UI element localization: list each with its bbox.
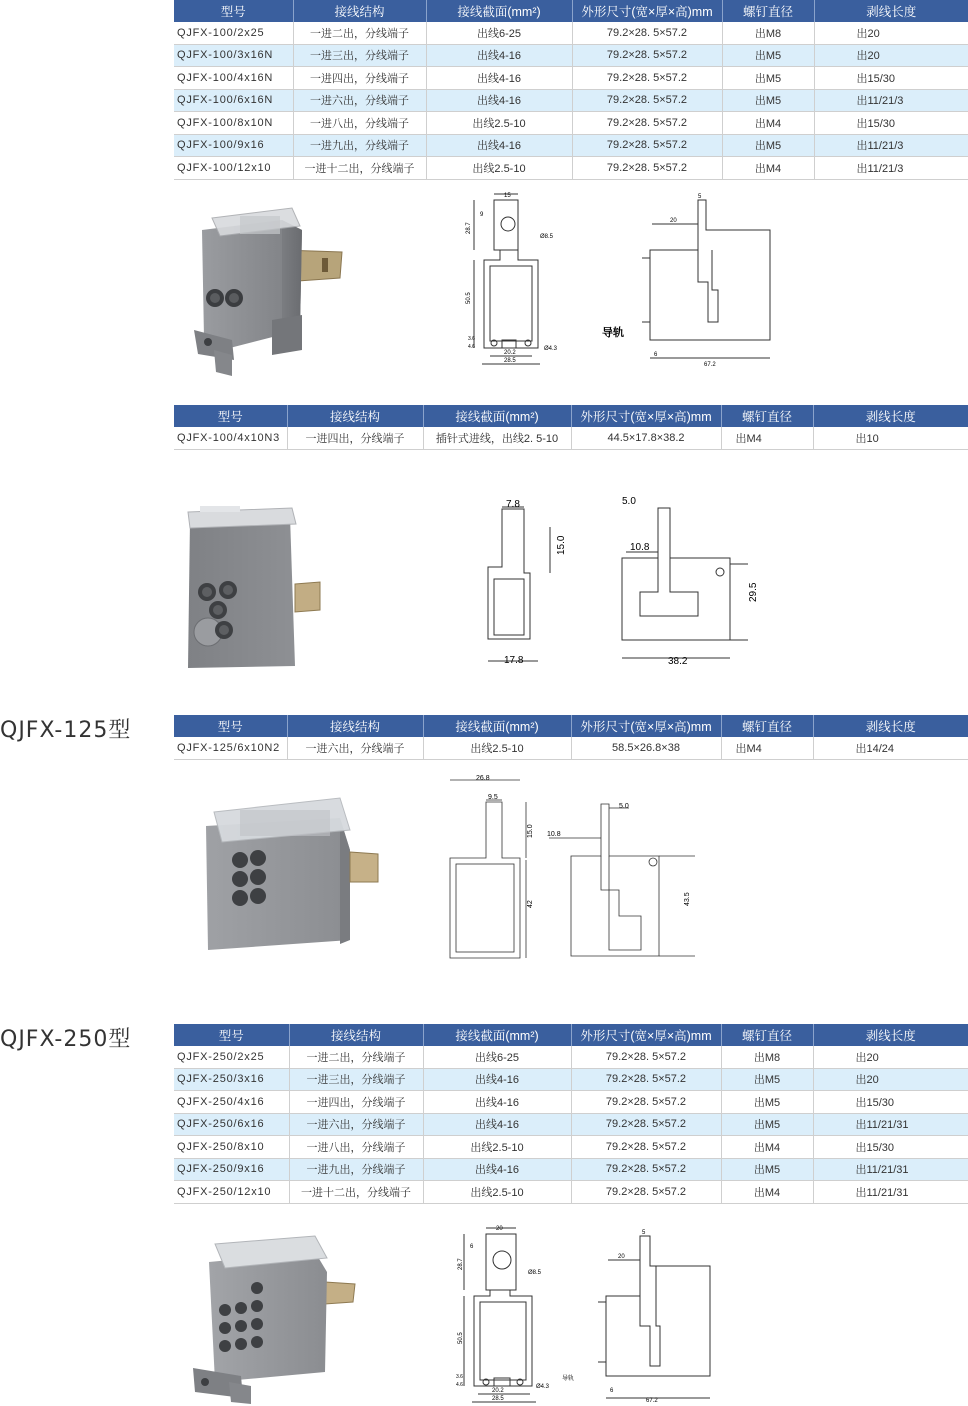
cell-screw: 出M4 <box>721 1181 813 1204</box>
qjfx100-product-photo <box>172 190 362 382</box>
dim-label: 6 <box>610 1388 614 1394</box>
cell-section: 出线6-25 <box>426 22 572 44</box>
header-section: 接线截面(mm²) <box>426 0 572 22</box>
dim-label: Ø4.3 <box>536 1384 550 1390</box>
header-screw: 螺钉直径 <box>721 715 813 737</box>
cell-strip: 出11/21/3 <box>814 157 968 180</box>
cell-structure: 一进九出，分线端子 <box>293 134 426 157</box>
cell-model: QJFX-100/3x16N <box>174 44 293 67</box>
cell-model: QJFX-100/6x16N <box>174 89 293 112</box>
cell-structure: 一进九出，分线端子 <box>289 1158 423 1181</box>
dim-label: 4.6 <box>468 344 475 350</box>
header-structure: 接线结构 <box>293 0 426 22</box>
dim-label: 10.8 <box>630 542 650 553</box>
header-screw: 螺钉直径 <box>722 0 814 22</box>
table-row <box>174 89 968 112</box>
dim-label: Ø4.3 <box>544 346 558 352</box>
cell-structure: 一进十二出，分线端子 <box>293 157 426 180</box>
cell-model: QJFX-100/9x16 <box>174 134 293 157</box>
cell-screw: 出M5 <box>721 1158 813 1181</box>
cell-section: 出线2.5-10 <box>423 1136 571 1159</box>
qjfx250-spec-table <box>174 1024 968 1204</box>
qjfx100n3-front-drawing <box>478 497 578 672</box>
cell-section: 出线4-16 <box>426 67 572 90</box>
cell-structure: 一进六出，分线端子 <box>293 89 426 112</box>
cell-screw: 出M4 <box>721 737 813 759</box>
cell-section: 出线6-25 <box>423 1046 571 1068</box>
cell-strip: 出20 <box>814 44 968 67</box>
cell-screw: 出M5 <box>721 1113 813 1136</box>
dim-label: 20.2 <box>504 350 516 356</box>
cell-strip: 出14/24 <box>813 737 968 759</box>
cell-size: 79.2×28. 5×57.2 <box>572 67 722 90</box>
header-strip: 剥线长度 <box>813 405 968 427</box>
cell-size: 79.2×28. 5×57.2 <box>572 44 722 67</box>
table-row <box>174 22 968 44</box>
cell-size: 79.2×28. 5×57.2 <box>572 112 722 135</box>
cell-size: 79.2×28. 5×57.2 <box>572 22 722 44</box>
header-size: 外形尺寸(宽×厚×高)mm <box>571 405 721 427</box>
dim-label: 28.5 <box>492 1396 504 1402</box>
header-structure: 接线结构 <box>287 715 423 737</box>
qjfx250-product-photo <box>185 1232 375 1404</box>
cell-model: QJFX-250/8x10 <box>174 1136 289 1159</box>
header-structure: 接线结构 <box>287 405 423 427</box>
cell-screw: 出M5 <box>722 44 814 67</box>
dim-label: 43.5 <box>684 892 691 906</box>
dim-label: 17.8 <box>504 655 524 666</box>
cell-model: QJFX-250/9x16 <box>174 1158 289 1181</box>
cell-strip: 出15/30 <box>813 1136 968 1159</box>
header-screw: 螺钉直径 <box>721 405 813 427</box>
header-model: 型号 <box>174 405 287 427</box>
dim-label: 67.2 <box>646 1398 658 1404</box>
qjfx125-front-drawing <box>440 772 550 964</box>
cell-size: 79.2×28. 5×57.2 <box>571 1136 721 1159</box>
cell-section: 出线2.5-10 <box>426 112 572 135</box>
cell-structure: 一进十二出，分线端子 <box>289 1181 423 1204</box>
qjfx125-section-title: QJFX-125型 <box>0 718 132 743</box>
table-row <box>174 1136 968 1159</box>
dim-label: 6 <box>654 352 658 358</box>
cell-model: QJFX-100/4x10N3 <box>174 427 287 449</box>
dim-label: 15 <box>504 193 511 199</box>
cell-screw: 出M4 <box>721 427 813 449</box>
cell-section: 出线2.5-10 <box>426 157 572 180</box>
header-structure: 接线结构 <box>289 1024 423 1046</box>
cell-section: 出线4-16 <box>426 89 572 112</box>
header-size: 外形尺寸(宽×厚×高)mm <box>571 715 721 737</box>
dim-label: Ø8.5 <box>528 1270 542 1276</box>
dim-label: 67.2 <box>704 362 716 368</box>
table-header-row <box>174 0 968 22</box>
dim-label: 20 <box>670 218 677 224</box>
dim-label: 7.8 <box>506 499 520 510</box>
header-model: 型号 <box>174 715 287 737</box>
dim-label: 4.6 <box>456 1382 463 1388</box>
cell-size: 58.5×26.8×38 <box>571 737 721 759</box>
cell-size: 79.2×28. 5×57.2 <box>572 157 722 180</box>
cell-structure: 一进八出，分线端子 <box>289 1136 423 1159</box>
qjfx125-side-drawing <box>545 790 705 965</box>
qjfx100n3-spec-table <box>174 405 968 450</box>
qjfx100-spec-table <box>174 0 968 180</box>
table-header-row <box>174 715 968 737</box>
cell-model: QJFX-100/8x10N <box>174 112 293 135</box>
qjfx100n3-product-photo <box>180 498 350 678</box>
cell-size: 79.2×28. 5×57.2 <box>571 1068 721 1091</box>
cell-structure: 一进六出，分线端子 <box>289 1113 423 1136</box>
cell-structure: 一进六出，分线端子 <box>287 737 423 759</box>
dim-label: 50.5 <box>458 1332 464 1344</box>
dim-label: 5.0 <box>619 803 629 810</box>
qjfx125-spec-table <box>174 715 968 760</box>
dim-label: 42 <box>527 900 534 908</box>
qjfx250-section-title: QJFX-250型 <box>0 1027 132 1052</box>
cell-strip: 出15/30 <box>814 112 968 135</box>
cell-strip: 出11/21/31 <box>813 1181 968 1204</box>
cell-size: 79.2×28. 5×57.2 <box>572 89 722 112</box>
cell-section: 插针式进线，出线2. 5-10 <box>423 427 571 449</box>
cell-model: QJFX-100/2x25 <box>174 22 293 44</box>
dim-label: 28.7 <box>458 1258 464 1270</box>
cell-model: QJFX-250/6x16 <box>174 1113 289 1136</box>
dim-label: 20 <box>618 1254 625 1260</box>
rail-label: 导轨 <box>602 327 624 339</box>
cell-strip: 出11/21/3 <box>814 134 968 157</box>
dim-label: 29.5 <box>748 582 759 602</box>
table-row <box>174 427 968 449</box>
dim-label: 26.8 <box>476 775 490 782</box>
cell-model: QJFX-125/6x10N2 <box>174 737 287 759</box>
cell-strip: 出15/30 <box>814 67 968 90</box>
table-row <box>174 112 968 135</box>
header-model: 型号 <box>174 1024 289 1046</box>
dim-label: 50.5 <box>466 292 472 304</box>
header-screw: 螺钉直径 <box>721 1024 813 1046</box>
cell-screw: 出M8 <box>722 22 814 44</box>
table-header-row <box>174 405 968 427</box>
cell-structure: 一进三出，分线端子 <box>289 1068 423 1091</box>
cell-screw: 出M5 <box>722 67 814 90</box>
dim-label: 6 <box>470 1244 474 1250</box>
qjfx250-side-drawing <box>560 1226 720 1404</box>
header-section: 接线截面(mm²) <box>423 1024 571 1046</box>
cell-size: 79.2×28. 5×57.2 <box>571 1181 721 1204</box>
dim-label: 5 <box>642 1230 646 1236</box>
cell-screw: 出M5 <box>721 1068 813 1091</box>
cell-model: QJFX-250/2x25 <box>174 1046 289 1068</box>
cell-section: 出线4-16 <box>423 1158 571 1181</box>
cell-strip: 出11/21/31 <box>813 1158 968 1181</box>
dim-label: 3.6 <box>468 336 475 342</box>
cell-size: 79.2×28. 5×57.2 <box>571 1158 721 1181</box>
cell-structure: 一进二出，分线端子 <box>293 22 426 44</box>
qjfx100n3-side-drawing <box>618 494 768 672</box>
cell-screw: 出M5 <box>722 89 814 112</box>
header-section: 接线截面(mm²) <box>423 405 571 427</box>
header-model: 型号 <box>174 0 293 22</box>
cell-strip: 出20 <box>813 1046 968 1068</box>
cell-screw: 出M4 <box>721 1136 813 1159</box>
cell-model: QJFX-100/12x10 <box>174 157 293 180</box>
cell-section: 出线2.5-10 <box>423 737 571 759</box>
qjfx100-front-drawing <box>452 188 572 378</box>
cell-section: 出线4-16 <box>423 1091 571 1114</box>
table-row <box>174 44 968 67</box>
cell-size: 44.5×17.8×38.2 <box>571 427 721 449</box>
cell-model: QJFX-250/3x16 <box>174 1068 289 1091</box>
dim-label: 9 <box>480 212 484 218</box>
dim-label: Ø8.5 <box>540 234 554 240</box>
dim-label: 20 <box>496 1226 503 1232</box>
dim-label: 28.5 <box>504 358 516 364</box>
dim-label: 3.6 <box>456 1374 463 1380</box>
cell-strip: 出11/21/31 <box>813 1113 968 1136</box>
cell-strip: 出20 <box>814 22 968 44</box>
cell-screw: 出M4 <box>722 112 814 135</box>
cell-model: QJFX-100/4x16N <box>174 67 293 90</box>
cell-section: 出线2.5-10 <box>423 1181 571 1204</box>
cell-strip: 出20 <box>813 1068 968 1091</box>
table-row <box>174 737 968 759</box>
cell-model: QJFX-250/4x16 <box>174 1091 289 1114</box>
dim-label: 5.0 <box>622 496 636 507</box>
cell-size: 79.2×28. 5×57.2 <box>572 134 722 157</box>
cell-size: 79.2×28. 5×57.2 <box>571 1046 721 1068</box>
cell-structure: 一进四出，分线端子 <box>293 67 426 90</box>
cell-section: 出线4-16 <box>423 1113 571 1136</box>
cell-size: 79.2×28. 5×57.2 <box>571 1091 721 1114</box>
table-row <box>174 1068 968 1091</box>
header-section: 接线截面(mm²) <box>423 715 571 737</box>
cell-strip: 出15/30 <box>813 1091 968 1114</box>
table-row <box>174 134 968 157</box>
cell-structure: 一进四出，分线端子 <box>289 1091 423 1114</box>
cell-structure: 一进八出，分线端子 <box>293 112 426 135</box>
header-size: 外形尺寸(宽×厚×高)mm <box>571 1024 721 1046</box>
cell-screw: 出M4 <box>722 157 814 180</box>
table-row <box>174 1046 968 1068</box>
cell-size: 79.2×28. 5×57.2 <box>571 1113 721 1136</box>
cell-section: 出线4-16 <box>426 134 572 157</box>
table-row <box>174 157 968 180</box>
cell-structure: 一进四出，分线端子 <box>287 427 423 449</box>
cell-model: QJFX-250/12x10 <box>174 1181 289 1204</box>
cell-strip: 出11/21/3 <box>814 89 968 112</box>
table-row <box>174 1091 968 1114</box>
header-strip: 剥线长度 <box>813 715 968 737</box>
header-strip: 剥线长度 <box>814 0 968 22</box>
table-row <box>174 1181 968 1204</box>
rail-label: 导轨 <box>562 1376 575 1382</box>
cell-structure: 一进三出，分线端子 <box>293 44 426 67</box>
cell-strip: 出10 <box>813 427 968 449</box>
cell-screw: 出M5 <box>722 134 814 157</box>
dim-label: 15.0 <box>556 535 567 555</box>
qjfx250-front-drawing <box>448 1222 568 1406</box>
table-row <box>174 1113 968 1136</box>
header-strip: 剥线长度 <box>813 1024 968 1046</box>
table-row <box>174 1158 968 1181</box>
cell-section: 出线4-16 <box>426 44 572 67</box>
header-size: 外形尺寸(宽×厚×高)mm <box>572 0 722 22</box>
qjfx125-product-photo <box>200 790 390 955</box>
cell-section: 出线4-16 <box>423 1068 571 1091</box>
table-row <box>174 67 968 90</box>
dim-label: 10.8 <box>547 831 561 838</box>
dim-label: 28.7 <box>466 222 472 234</box>
cell-screw: 出M8 <box>721 1046 813 1068</box>
dim-label: 20.2 <box>492 1388 504 1394</box>
qjfx100-side-drawing <box>600 190 780 375</box>
dim-label: 5 <box>698 194 702 200</box>
cell-structure: 一进二出，分线端子 <box>289 1046 423 1068</box>
table-header-row <box>174 1024 968 1046</box>
dim-label: 9.5 <box>488 794 498 801</box>
cell-screw: 出M5 <box>721 1091 813 1114</box>
dim-label: 15.0 <box>527 824 534 838</box>
dim-label: 38.2 <box>668 656 688 667</box>
